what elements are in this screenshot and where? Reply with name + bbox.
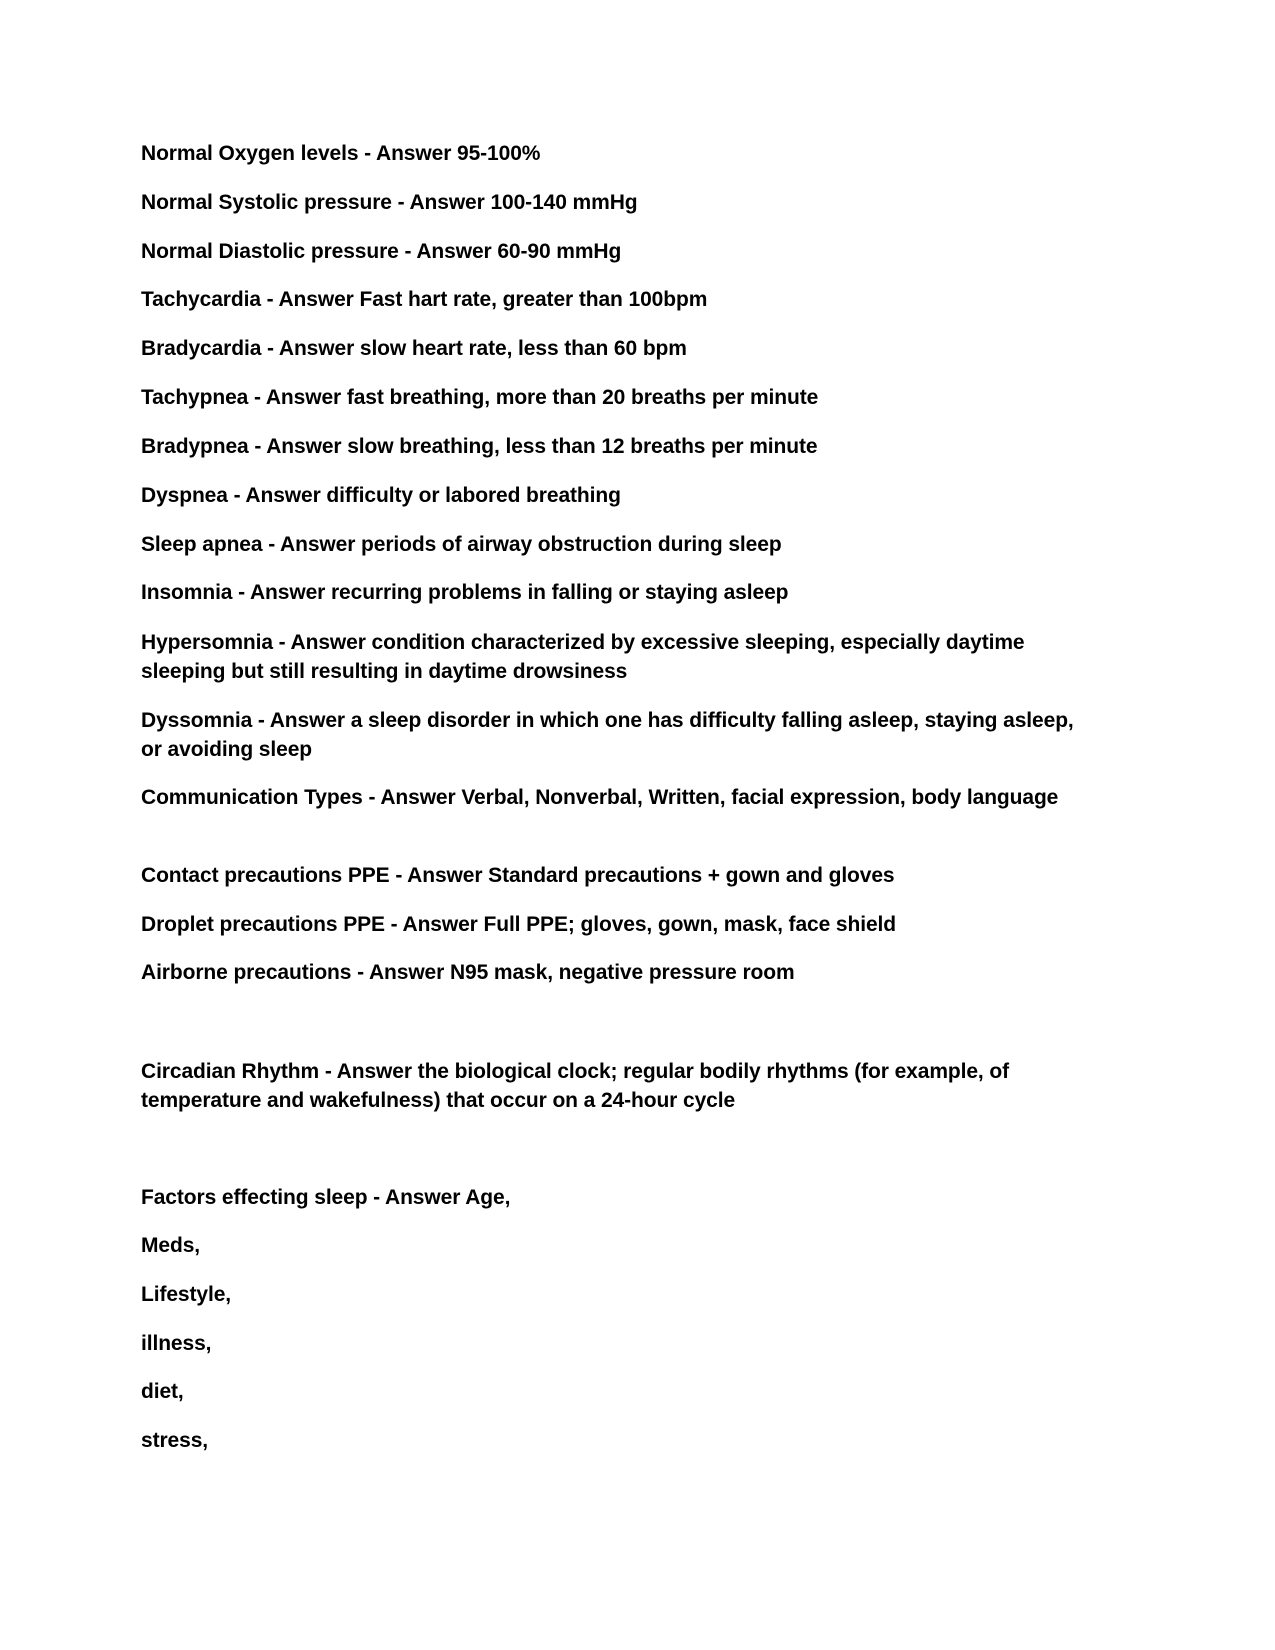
- flashcard-circadian-rhythm: Circadian Rhythm - Answer the biological clock; regular bodily rhythms (for example, of temperature and wakefulness) that occur on a 24-hour cycle: [141, 1060, 1010, 1112]
- flashcard-insomnia: Insomnia - Answer recurring problems in falling or staying asleep: [141, 581, 789, 604]
- flashcard-communication-types: Communication Types - Answer Verbal, Nonverbal, Written, facial expression, body language: [141, 786, 1059, 809]
- flashcard-droplet-precautions: Droplet precautions PPE - Answer Full PPE; gloves, gown, mask, face shield: [141, 913, 897, 936]
- flashcard-tachycardia: Tachycardia - Answer Fast hart rate, greater than 100bpm: [141, 288, 708, 311]
- factor-diet: diet,: [141, 1380, 184, 1403]
- flashcard-bradycardia: Bradycardia - Answer slow heart rate, less than 60 bpm: [141, 337, 687, 360]
- flashcard-diastolic: Normal Diastolic pressure - Answer 60-90 mmHg: [141, 240, 622, 263]
- factor-lifestyle: Lifestyle,: [141, 1283, 232, 1306]
- flashcard-sleep-apnea: Sleep apnea - Answer periods of airway obstruction during sleep: [141, 533, 782, 556]
- flashcard-hypersomnia: Hypersomnia - Answer condition characterized by excessive sleeping, especially daytime sleeping but still resulting in daytime drowsiness: [141, 631, 1025, 683]
- factor-illness: illness,: [141, 1332, 212, 1355]
- factor-stress: stress,: [141, 1429, 209, 1452]
- flashcard-bradypnea: Bradypnea - Answer slow breathing, less than 12 breaths per minute: [141, 435, 818, 458]
- flashcard-dyspnea: Dyspnea - Answer difficulty or labored breathing: [141, 484, 621, 507]
- flashcard-oxygen: Normal Oxygen levels - Answer 95-100%: [141, 142, 541, 165]
- flashcard-airborne-precautions: Airborne precautions - Answer N95 mask, negative pressure room: [141, 961, 795, 984]
- flashcard-contact-precautions: Contact precautions PPE - Answer Standard precautions + gown and gloves: [141, 864, 895, 887]
- flashcard-factors-sleep: Factors effecting sleep - Answer Age,: [141, 1186, 511, 1209]
- flashcard-dyssomnia: Dyssomnia - Answer a sleep disorder in which one has difficulty falling asleep, staying asleep, or avoiding sleep: [141, 709, 1074, 761]
- flashcard-systolic: Normal Systolic pressure - Answer 100-140 mmHg: [141, 191, 638, 214]
- flashcard-tachypnea: Tachypnea - Answer fast breathing, more than 20 breaths per minute: [141, 386, 819, 409]
- factor-meds: Meds,: [141, 1234, 201, 1257]
